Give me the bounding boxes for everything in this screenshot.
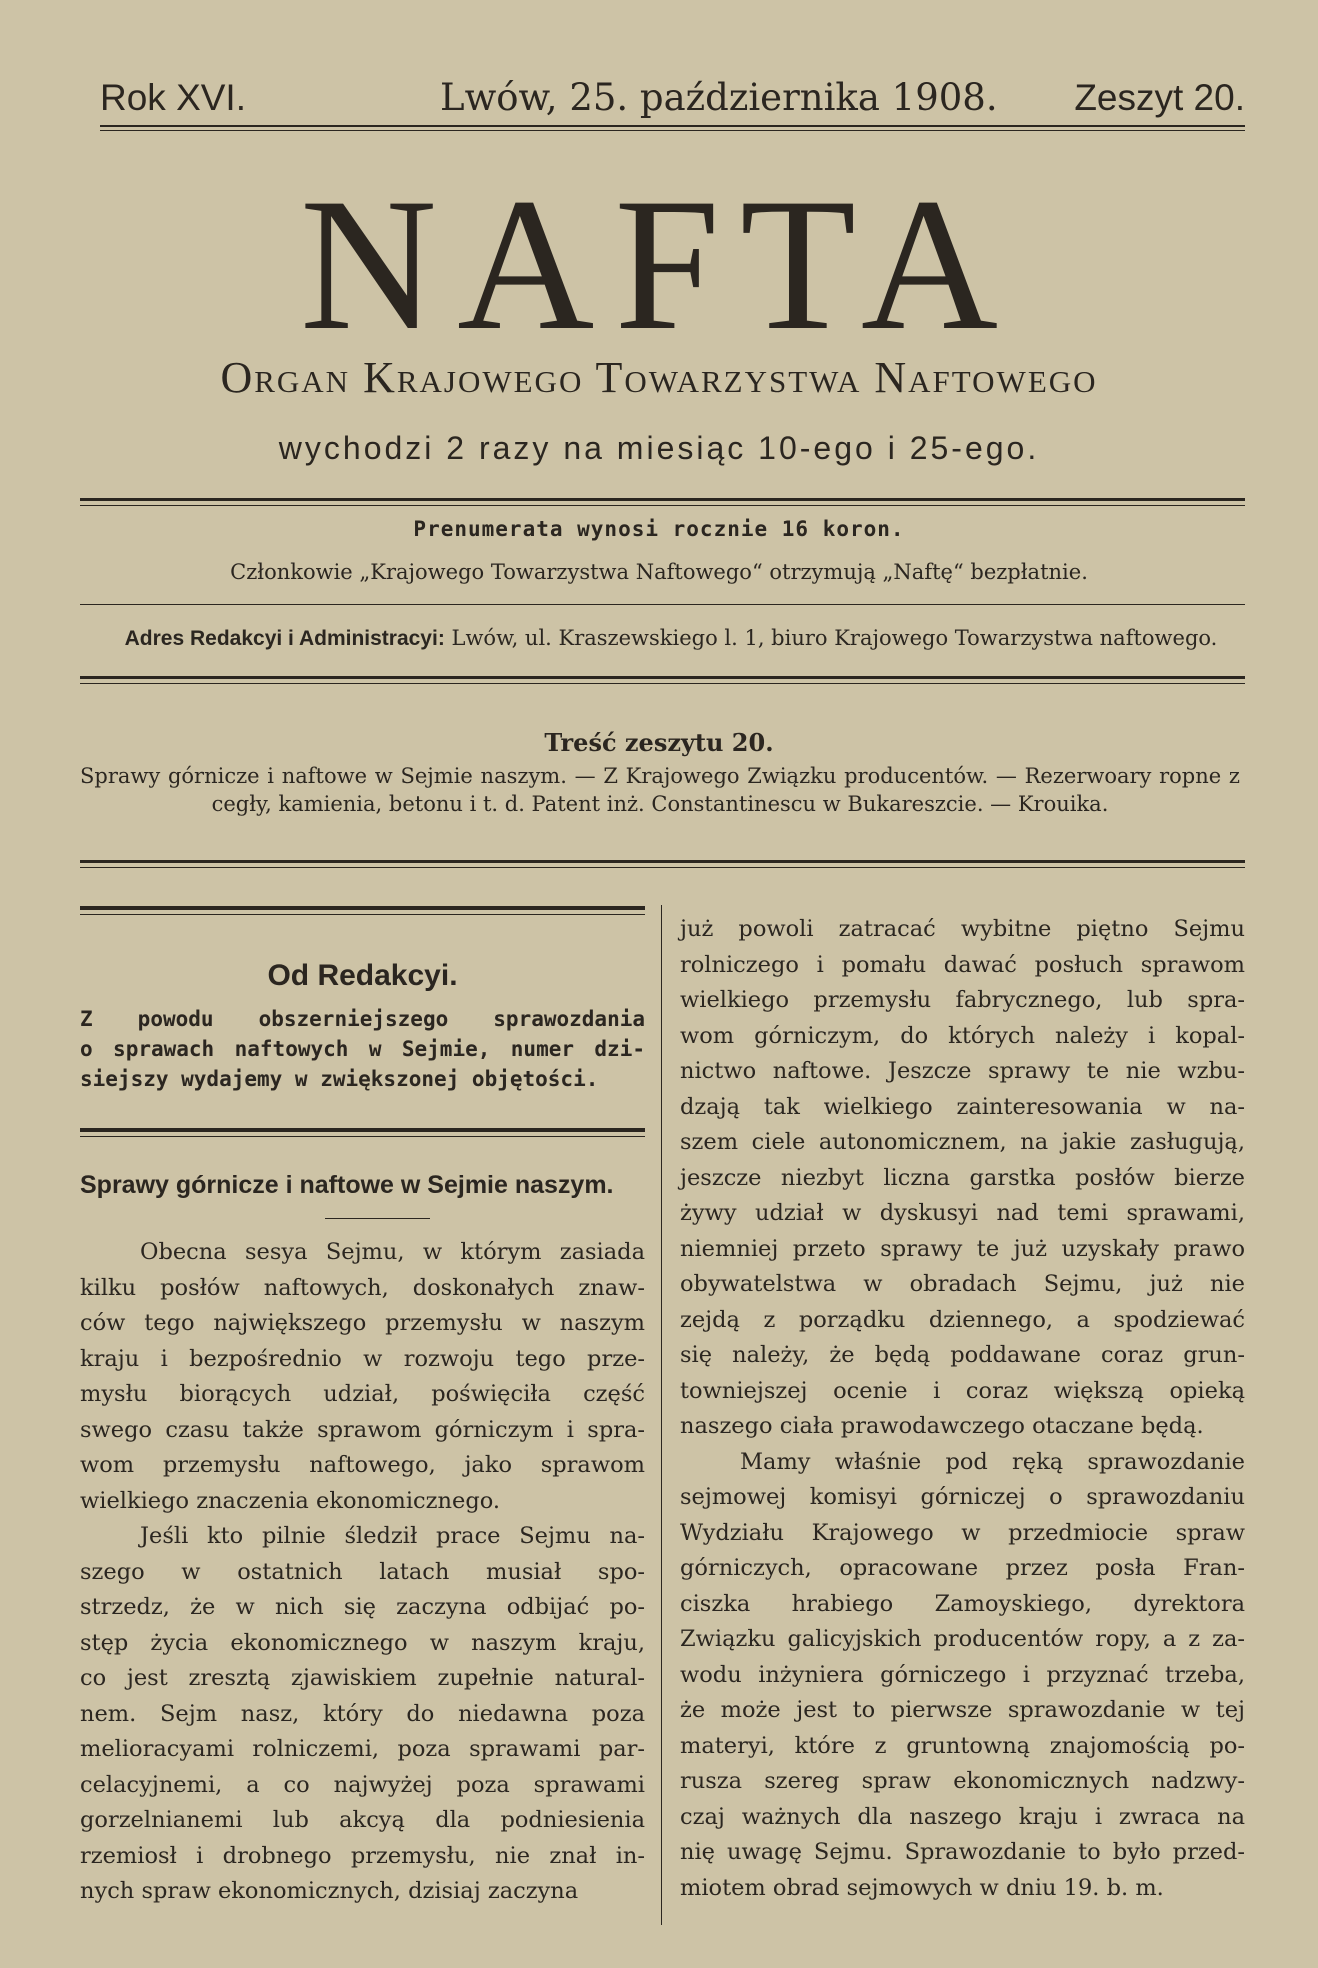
article-line: szem ciele autonomicznem, na jakie zasługują, xyxy=(680,1129,1245,1155)
article-line: wom górniczym, do których należy i kopal- xyxy=(680,1022,1245,1049)
article-line: ców tego największego przemysłu w naszym xyxy=(80,1310,645,1336)
article-line: rusza szereg spraw ekonomicznych nadzwy- xyxy=(680,1768,1245,1794)
article-line: miotem obrad sejmowych w dniu 19. b. m. xyxy=(680,1874,1164,1901)
article-right-column xyxy=(680,912,1245,1906)
article-line: gorzelnianemi lub akcyą dla podniesienia xyxy=(80,1807,645,1833)
toc-body: Sprawy górnicze i naftowe w Sejmie naszym. — Z Krajowego Związku producentów. — Rezerwoary ropne z cegły, kamienia, betonu i t. d. Patent inż. Constantinescu w Bukareszcie. — Krouika. xyxy=(80,764,1240,816)
notice-rule-bottom-thick xyxy=(80,1128,645,1132)
notice-line: o sprawach naftowych w Sejmie, numer dzi- xyxy=(80,1037,645,1061)
article-line: żywy udział w dyskusyi nad temi sprawami, xyxy=(680,1200,1245,1226)
notice-title: Od Redakcyi. xyxy=(267,959,458,992)
article-line: materyi, które z gruntowną znajomością po- xyxy=(680,1732,1245,1759)
article-line: górniczych, opracowane przez posła Fran- xyxy=(680,1555,1245,1581)
column-divider xyxy=(661,905,662,1925)
article-line: naszego ciała prawodawczego otaczane będą. xyxy=(680,1413,1204,1439)
article-line: stęp życia ekonomicznego w naszym kraju, xyxy=(80,1629,645,1656)
article-line: zejdą z porządku dziennego, a spodziewać xyxy=(680,1306,1245,1333)
article-line: Związku galicyjskich producentów ropy, a z za- xyxy=(680,1626,1245,1652)
place-date: Lwów, 25. października 1908. xyxy=(440,76,998,119)
article-line: sejmowej komisyi górniczej o sprawozdaniu xyxy=(680,1484,1245,1510)
address-text: Lwów, ul. Kraszewskiego l. 1, biuro Krajowego Towarzystwa naftowego. xyxy=(451,626,1218,650)
masthead-subtitle: Organ Krajowego Towarzystwa Naftowego xyxy=(220,353,1098,402)
article-line: nię uwagę Sejmu. Sprawozdanie to było przed- xyxy=(680,1839,1245,1865)
header-rule-thin xyxy=(100,130,1245,131)
article-line: wielkiego przemysłu fabrycznego, lub spra- xyxy=(680,987,1245,1013)
members-note: Członkowie „Krajowego Towarzystwa Naftowego“ otrzymują „Naftę“ bezpłatnie. xyxy=(230,560,1088,584)
article-line: strzedz, że w nich się zaczyna odbijać po- xyxy=(80,1594,645,1620)
masthead-title: NAFTA xyxy=(299,160,1019,370)
article-line: wodu inżyniera górniczego i przyznać trzeba, xyxy=(680,1661,1245,1688)
publication-frequency: wychodzi 2 razy na miesiąc 10-ego i 25-ego. xyxy=(278,430,1040,466)
notice-rule-top-thick xyxy=(80,906,645,910)
article-line: już powoli zatracać wybitne piętno Sejmu xyxy=(680,916,1245,942)
volume-year: Rok XVI. xyxy=(100,77,246,118)
notice-rule-bottom-thin xyxy=(80,1136,645,1137)
article-line: nem. Sejm nasz, który do niedawna poza xyxy=(80,1700,645,1727)
article-line: ciszka hrabiego Zamoyskiego, dyrektora xyxy=(680,1590,1245,1617)
notice-body xyxy=(80,1004,645,1094)
article-line: melioracyami rolniczemi, poza sprawami par- xyxy=(80,1736,645,1762)
article-line: rolniczego i pomału dawać posłuch sprawom xyxy=(680,951,1245,978)
article-line: wielkiego znaczenia ekonomicznego. xyxy=(80,1487,501,1514)
toc-rule-thin xyxy=(80,867,1245,868)
issue-header xyxy=(100,74,1245,122)
masthead-rule-thick xyxy=(80,498,1245,501)
article-line: nictwo naftowe. Jeszcze sprawy te nie wzbu- xyxy=(680,1058,1245,1084)
article-line: towniejszej ocenie i coraz większą opieką xyxy=(680,1377,1245,1404)
info-rule xyxy=(80,604,1245,605)
article-line: Mamy właśnie pod ręką sprawozdanie xyxy=(740,1448,1245,1475)
article-line: kilku posłów naftowych, doskonałych znaw- xyxy=(80,1274,645,1301)
article-line: czaj ważnych dla naszego kraju i zwraca na xyxy=(680,1803,1245,1830)
article-line: się należy, że będą poddawane coraz grun- xyxy=(680,1342,1245,1368)
article-left-column xyxy=(80,1235,645,1910)
article-line: rzemiosł i drobnego przemysłu, nie znał in- xyxy=(80,1842,645,1869)
article-line: Jeśli kto pilnie śledził prace Sejmu na- xyxy=(140,1523,645,1549)
notice-rule-top-thin xyxy=(80,914,645,915)
article-line: obywatelstwa w obradach Sejmu, już nie xyxy=(680,1271,1245,1297)
article-line: mysłu biorących udział, poświęciła część xyxy=(80,1381,645,1407)
article-line: nych spraw ekonomicznych, dzisiaj zaczyna xyxy=(80,1878,579,1904)
editorial-address xyxy=(96,624,1246,653)
article-line: swego czasu także sprawom górniczym i spra- xyxy=(80,1416,645,1443)
notice-line: siejszy wydajemy w zwiększonej objętości. xyxy=(80,1067,599,1091)
article-line: Wydziału Krajowego w przedmiocie spraw xyxy=(680,1519,1245,1546)
notice-line: Z powodu obszerniejszego sprawozdania xyxy=(80,1007,645,1031)
article-title: Sprawy górnicze i naftowe w Sejmie naszym. xyxy=(80,1171,614,1199)
article-line: celacyjnemi, a co najwyżej poza sprawami xyxy=(80,1771,645,1798)
toc-rule-thick xyxy=(80,860,1245,863)
issue-number: Zeszyt 20. xyxy=(1074,77,1245,118)
address-rule-thick xyxy=(80,676,1245,679)
article-line: dzają tak wielkiego zainteresowania w na- xyxy=(680,1093,1245,1120)
subscription-price: Prenumerata wynosi rocznie 16 koron. xyxy=(413,517,905,541)
address-rule-thin xyxy=(80,683,1245,684)
article-title-rule xyxy=(325,1218,430,1219)
toc-title: Treść zeszytu 20. xyxy=(544,728,774,757)
address-label: Adres Redakcyi i Administracyi: xyxy=(124,627,445,650)
article-line: jeszcze niezbyt liczna garstka posłów bierze xyxy=(680,1164,1245,1191)
masthead-rule-thin xyxy=(80,505,1245,506)
article-line: niemniej przeto sprawy te już uzyskały prawo xyxy=(680,1235,1245,1262)
article-line: kraju i bezpośrednio w rozwoju tego prze- xyxy=(80,1345,645,1372)
article-line: wom przemysłu naftowego, jako sprawom xyxy=(80,1452,645,1478)
article-line: szego w ostatnich latach musiał spo- xyxy=(80,1558,645,1585)
header-rule xyxy=(100,125,1245,127)
article-line: Obecna sesya Sejmu, w którym zasiada xyxy=(140,1239,645,1265)
article-line: że może jest to pierwsze sprawozdanie w tej xyxy=(680,1697,1245,1723)
article-line: co jest zresztą zjawiskiem zupełnie natural- xyxy=(80,1665,645,1691)
